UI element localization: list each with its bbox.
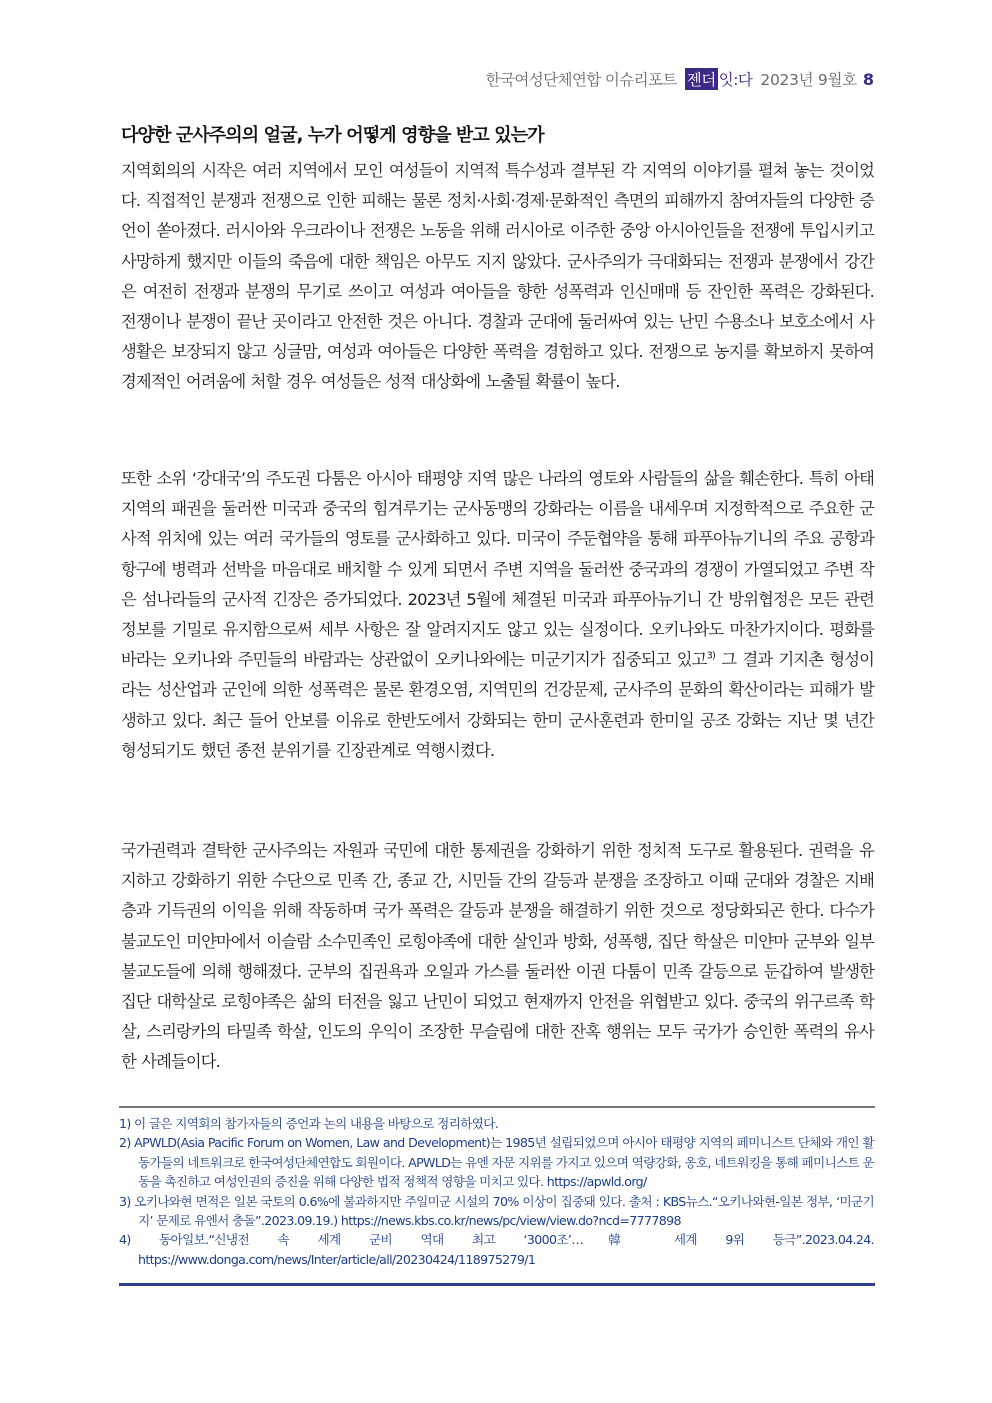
logo-part-1: 젠더: [685, 68, 718, 90]
section-title: 다양한 군사주의의 얼굴, 누가 어떻게 영향을 받고 있는가: [121, 125, 544, 146]
paragraph-1: 지역회의의 시작은 여러 지역에서 모인 여성들이 지역적 특수성과 결부된 각 지역의 이야기를 펼쳐 놓는 것이었다. 직접적인 분쟁과 전쟁으로 인한 피해는 물론 정치·사회·경제·문화적인 측면의 피해까지 참여자들의 다양한 증언이 쏟아졌다. 러시아와 우크라이나 전쟁은 노동을 위해 러시아로 이주한 중앙 아시아인들을 전쟁에 투입시키고 사망하게 했지만 이들의 죽음에 대한 책임은 아무도 지지 않았다. 군사주의가 극대화되는 전쟁과 분쟁에서 강간은 여전히 전쟁과 분쟁의 무기로 쓰이고 여성과 여아들을 향한 성폭력과 인신매매 등 잔인한 폭력은 강화된다. 전쟁이나 분쟁이 끝난 곳이라고 안전한 것은 아니다. 경찰과 군대에 둘러싸여 있는 난민 수용소나 보호소에서 사생활은 보장되지 않고 싱글맘, 여성과 여아들은 다양한 폭력을 경험하고 있다. 전쟁으로 농지를 확보하지 못하여 경제적인 어려움에 처할 경우 여성들은 성적 대상화에 노출될 확률이 높다.: [121, 161, 874, 392]
footnote-list: [119, 1114, 874, 1269]
paragraph-2-text-b: 그 결과 기지촌 형성이라는 성산업과 군인에 의한 성폭력은 물론 환경오염, 지역민의 건강문제, 군사주의 문화의 확산이라는 피해가 발생하고 있다. 최근 들어 안보를 이유로 한반도에서 강화되는 한미 군사훈련과 한미일 공조 강화는 지난 몇 년간 형성되기도 했던 종전 분위기를 긴장관계로 역행시켰다.: [121, 650, 874, 760]
page-number: 8: [862, 69, 874, 89]
footnote-4: 4) 동아일보.“신냉전 속 세계 군비 역대 최고 ‘3000조’…韓 세계 9위 등극”.2023.04.24. https://www.donga.com/news/Inter/article/all/20230424/118975279/1: [119, 1232, 874, 1267]
paragraph-3: 국가권력과 결탁한 군사주의는 자원과 국민에 대한 통제권을 강화하기 위한 정치적 도구로 활용된다. 권력을 유지하고 강화하기 위한 수단으로 민족 간, 종교 간, 시민들 간의 갈등과 분쟁을 조장하고 이때 군대와 경찰은 지배층과 기득권의 이익을 위해 작동하며 국가 폭력은 갈등과 분쟁을 해결하기 위한 것으로 정당화되곤 한다. 다수가 불교도인 미얀마에서 이슬람 소수민족인 로힝야족에 대한 살인과 방화, 성폭행, 집단 학살은 미얀마 군부와 일부 불교도들에 의해 행해졌다. 군부의 집권욕과 오일과 가스를 둘러싼 이권 다툼이 민족 갈등으로 둔갑하여 발생한 집단 대학살로 로힝야족은 삶의 터전을 잃고 난민이 되었고 현재까지 안전을 위협받고 있다. 중국의 위구르족 학살, 스리랑카의 타밀족 학살, 인도의 우익이 조장한 무슬림에 대한 잔혹 행위는 모두 국가가 승인한 폭력의 유사한 사례들이다.: [121, 841, 874, 1072]
footnote-ref-3[interactable]: 3): [706, 650, 716, 662]
header-org: 한국여성단체연합 이슈리포트: [485, 71, 677, 89]
page-header: [486, 68, 874, 90]
genderitda-logo: [685, 68, 754, 90]
footnote-bottom-rule: [119, 1283, 875, 1286]
footnote-3: 3) 오키나와현 면적은 일본 국토의 0.6%에 불과하지만 주일미군 시설의 70% 이상이 집중돼 있다. 출처 : KBS뉴스.“오키나와현-일본 정부, ‘미군기지’ 문제로 유엔서 충돌”.2023.09.19.) https://news.kbs.co.kr/news/pc/view/view.do?ncd=7777898: [119, 1193, 874, 1229]
footnote-1: 1) 이 글은 지역회의 참가자들의 증언과 논의 내용을 바탕으로 정리하였다.: [119, 1116, 499, 1131]
paragraph-2-text-a: 또한 소위 ‘강대국’의 주도권 다툼은 아시아 태평양 지역 많은 나라의 영토와 사람들의 삶을 훼손한다. 특히 아태지역의 패권을 둘러싼 미국과 중국의 힘겨루기는 군사동맹의 강화라는 이름을 내세우며 지정학적으로 주요한 군사적 위치에 있는 여러 국가들의 영토를 군사화하고 있다. 미국이 주둔협약을 통해 파푸아뉴기니의 주요 공항과 항구에 병력과 선박을 마음대로 배치할 수 있게 되면서 주변 지역을 둘러싼 중국과의 경쟁이 가열되었고 주변 작은 섬나라들의 군사적 긴장은 증가되었다. 2023년 5월에 체결된 미국과 파푸아뉴기니 간 방위협정은 모든 관련 정보를 기밀로 유지함으로써 세부 사항은 잘 알려지지도 않고 있는 실정이다. 오키나와도 마찬가지이다. 평화를 바라는 오키나와 주민들의 바람과는 상관없이 오키나와에는 미군기지가 집중되고 있고: [121, 469, 874, 670]
logo-part-2: 잇:다: [718, 71, 753, 89]
issue-date: 2023년 9월호: [760, 71, 857, 89]
paragraph-2: [121, 464, 874, 766]
footnote-divider: [119, 1106, 875, 1108]
footnote-2: 2) APWLD(Asia Pacific Forum on Women, Law and Development)는 1985년 설립되었으며 아시아 태평양 지역의 페미니스트 단체와 개인 활동가들의 네트워크로 한국여성단체연합도 회원이다. APWLD는 유엔 자문 지위를 가지고 있으며 역량강화, 옹호, 네트워킹을 통해 페미니스트 운동을 촉진하고 여성인권의 증진을 위해 다양한 법적 정책적 영향을 미치고 있다. https://apwld.org/: [119, 1135, 874, 1190]
